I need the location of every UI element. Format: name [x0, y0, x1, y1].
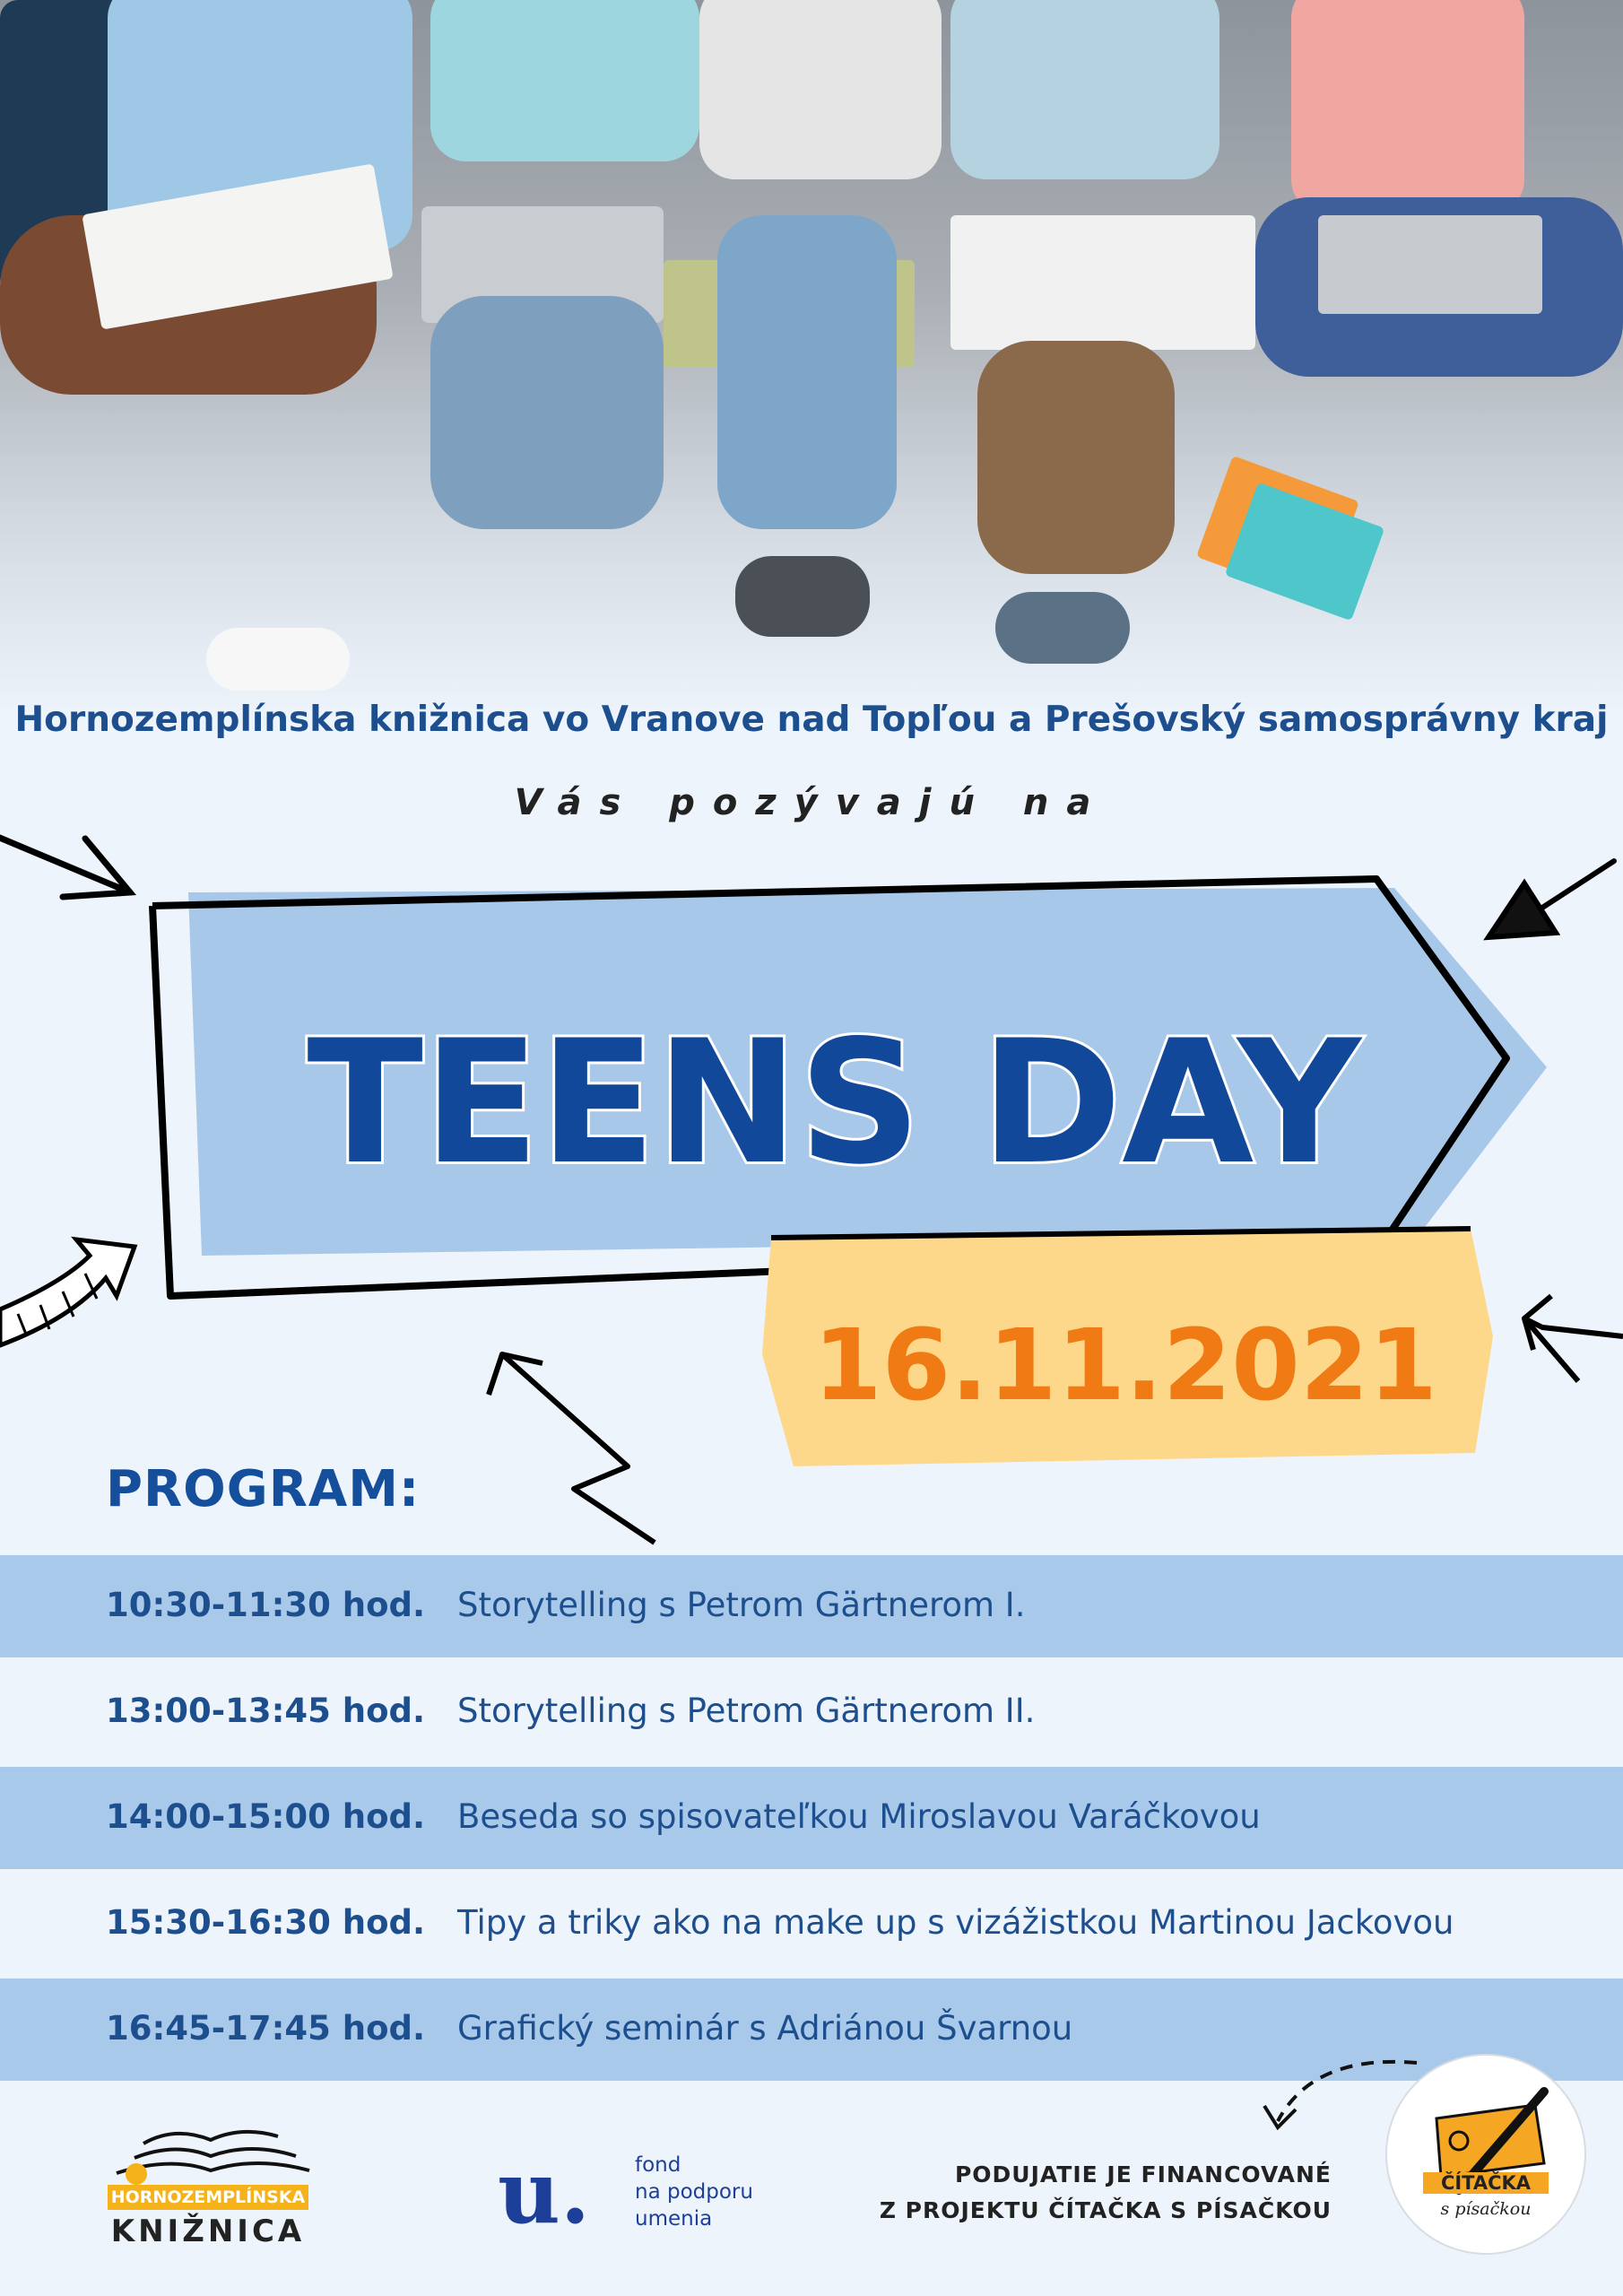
program-desc: Beseda so spisovateľkou Miroslavou Varáčkovou — [457, 1797, 1261, 1836]
citacka-logo — [1385, 2054, 1586, 2255]
event-date: 16.11.2021 — [813, 1308, 1437, 1422]
program-time: 16:45-17:45 hod. — [106, 2009, 426, 2048]
arrow-icon-top-right — [1488, 861, 1614, 937]
arrow-icon-left-curved — [0, 1239, 135, 1345]
library-logo-line1: HORNOZEMPLÍNSKA — [108, 2185, 308, 2210]
pen-book-icon — [1387, 2056, 1584, 2253]
library-logo — [108, 2124, 314, 2249]
funding-line1: PODUJATIE JE FINANCOVANÉ — [954, 2161, 1332, 2187]
funding-line2: Z PROJEKTU ČÍTAČKA S PÍSAČKOU — [879, 2197, 1332, 2223]
program-row — [0, 1873, 1623, 1975]
program-label: PROGRAM: — [106, 1460, 421, 1518]
fund-logo-line2: na podporu — [635, 2180, 753, 2204]
program-time: 14:00-15:00 hod. — [106, 1797, 426, 1836]
invite-text: Vás pozývajú na — [514, 782, 1109, 823]
book-icon — [108, 2124, 314, 2187]
program-desc: Tipy a triky ako na make up s vizážistkou Martinou Jackovou — [457, 1903, 1454, 1942]
arrow-icon-bottom-middle — [489, 1354, 655, 1543]
program-time: 10:30-11:30 hod. — [106, 1586, 426, 1624]
fund-logo-line1: fond — [635, 2153, 681, 2177]
citacka-logo-line2: s písačkou — [1440, 2199, 1532, 2219]
program-row — [0, 1661, 1623, 1763]
fund-logo — [498, 2142, 785, 2247]
arrow-icon-right — [1524, 1296, 1623, 1381]
program-desc: Storytelling s Petrom Gärtnerom II. — [457, 1692, 1036, 1730]
fund-logo-line3: umenia — [635, 2207, 713, 2231]
program-desc: Storytelling s Petrom Gärtnerom I. — [457, 1586, 1026, 1624]
arrow-icon-top-left — [0, 834, 130, 897]
program-row — [0, 1767, 1623, 1869]
program-desc: Grafický seminár s Adriánou Švarnou — [457, 2009, 1073, 2048]
program-time: 13:00-13:45 hod. — [106, 1692, 426, 1730]
hero-photo — [0, 0, 1623, 718]
event-title: TEENS DAY — [307, 1004, 1361, 1202]
program-time: 15:30-16:30 hod. — [106, 1903, 426, 1942]
library-logo-line2: KNIŽNICA — [110, 2213, 306, 2249]
fund-logo-mark: u. — [498, 2142, 591, 2243]
organizer-line: Hornozemplínska knižnica vo Vranove nad Topľou a Prešovský samosprávny kraj — [14, 700, 1609, 740]
citacka-logo-line1: ČÍTAČKA — [1423, 2172, 1549, 2194]
program-row — [0, 1555, 1623, 1657]
